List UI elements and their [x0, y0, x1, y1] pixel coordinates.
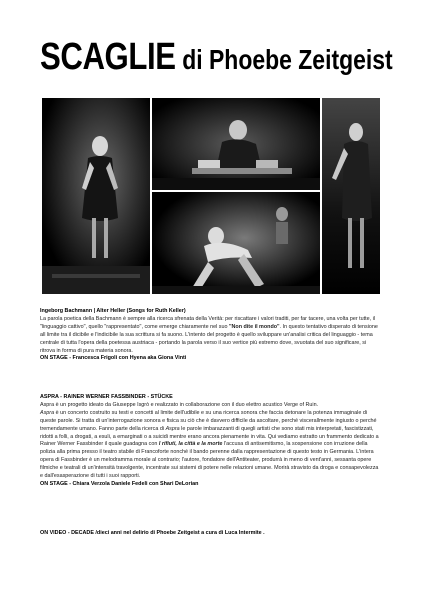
performance-photo-musician	[152, 98, 320, 190]
body-text: è un concerto costruito su testi e concetti al limite dell'udibile e su una ricerca sonora che faccia detonare la potenza immaginale di queste parole. Si tratta di un'interrogazione sonora e fisica su ciò che è davvero difficile da ascoltare, perché viscerallmente ingiusto o perché tremendamente umano. Fanno parte della ricerca di	[40, 409, 377, 432]
section-heading: Ingeborg Bachmann | Alter Heller (Songs for Ruth Keller)	[40, 308, 186, 314]
page-title	[40, 36, 393, 80]
section-aspra	[40, 394, 380, 489]
onvideo-credits: ON VIDEO - DECADE /dieci anni nel delirio di Phoebe Zeitgeist a cura di Luca Intermite .	[40, 530, 265, 536]
title-italic: Aspra	[165, 425, 180, 432]
section-body	[40, 316, 380, 356]
section-bachmann	[40, 308, 380, 363]
body-text: . In questo tentativo disperato di tensione all limite tra il dicibile e l'indicibile la sua scrittura si fa suono. L'intento del progetto è quello sviluppare un'analisi critica del linguaggio - tema centrale di tutta l'opera della poetessa austriaca - portando la parola verso il suo vertice più estremo dove, svuotata del suo significare, si ritrova in forma di pura materia sonora.	[40, 323, 378, 354]
body-text: l'accusa di antisemitismo, la sospensione con irruzione della polizia alla prima presso il teatro stabile di Francoforte nonché il bando perenne dalla rappresentazione di questo testo in Germania. L'intera opera di Fassbinder è un melodramma morale al contrario; l'autore, fondatore dell'Antiteater, produrrà in meno di vent'anni, sessanta opere filmiche e teatrali di un'intensità travolgente, incentrate sui sistemi di potere nelle relazioni umane. Morirà stravisto da droga e consapevolezza e dall'esasperazione di tutti i suoi rapporti.	[40, 441, 379, 480]
performance-photo-figure	[322, 98, 380, 294]
body-text: le parole imbarazzanti di quegli artisti che sono stati mis interpretati, fascistizzati, ridotti a folli, a drogati, a esuli, a emarginati o a suicidi mentre erano ancora pienamente in vita. Qui vediamo estratto un frammento dedicato a Rainer Werner Fassbinder il quale guadagna con	[40, 425, 379, 448]
performance-photo-singer	[42, 98, 150, 294]
work-title: I rifiuti, la città e la morte	[158, 441, 223, 448]
onstage-credits: ON STAGE - Francesca Frigoli con Hyena aka Giona Vinti	[40, 355, 187, 362]
title-italic: Aspra	[40, 409, 55, 416]
section-heading: ASPRA - RAINER WERNER FASSBINDER - STÜCKE	[40, 394, 173, 400]
title-subtitle: di Phoebe Zeitgeist	[182, 44, 393, 75]
body-quote: "Non dite il mondo"	[228, 323, 280, 330]
performance-photo-dancers	[152, 192, 320, 294]
section-body	[40, 410, 380, 481]
section-intro: Aspra è un progetto ideato da Giuseppe Isgrò e realizzato in collaborazione con il duo elettro acustico Verge of Ruin.	[40, 401, 319, 408]
body-text: La parola poetica della Bachmann è sempre alla ricerca sfrenata della Verità: per riscattare i valori traditi, per far tacere, una volta per tutte, il "linguaggio cattivo", quello "rappresentato", come emerge chiaramente nel suo	[40, 315, 375, 330]
title-main: SCAGLIE	[40, 36, 176, 78]
onstage-credits: ON STAGE - Chiara Verzola Daniele Fedeli con Shari DeLorian	[40, 480, 199, 487]
